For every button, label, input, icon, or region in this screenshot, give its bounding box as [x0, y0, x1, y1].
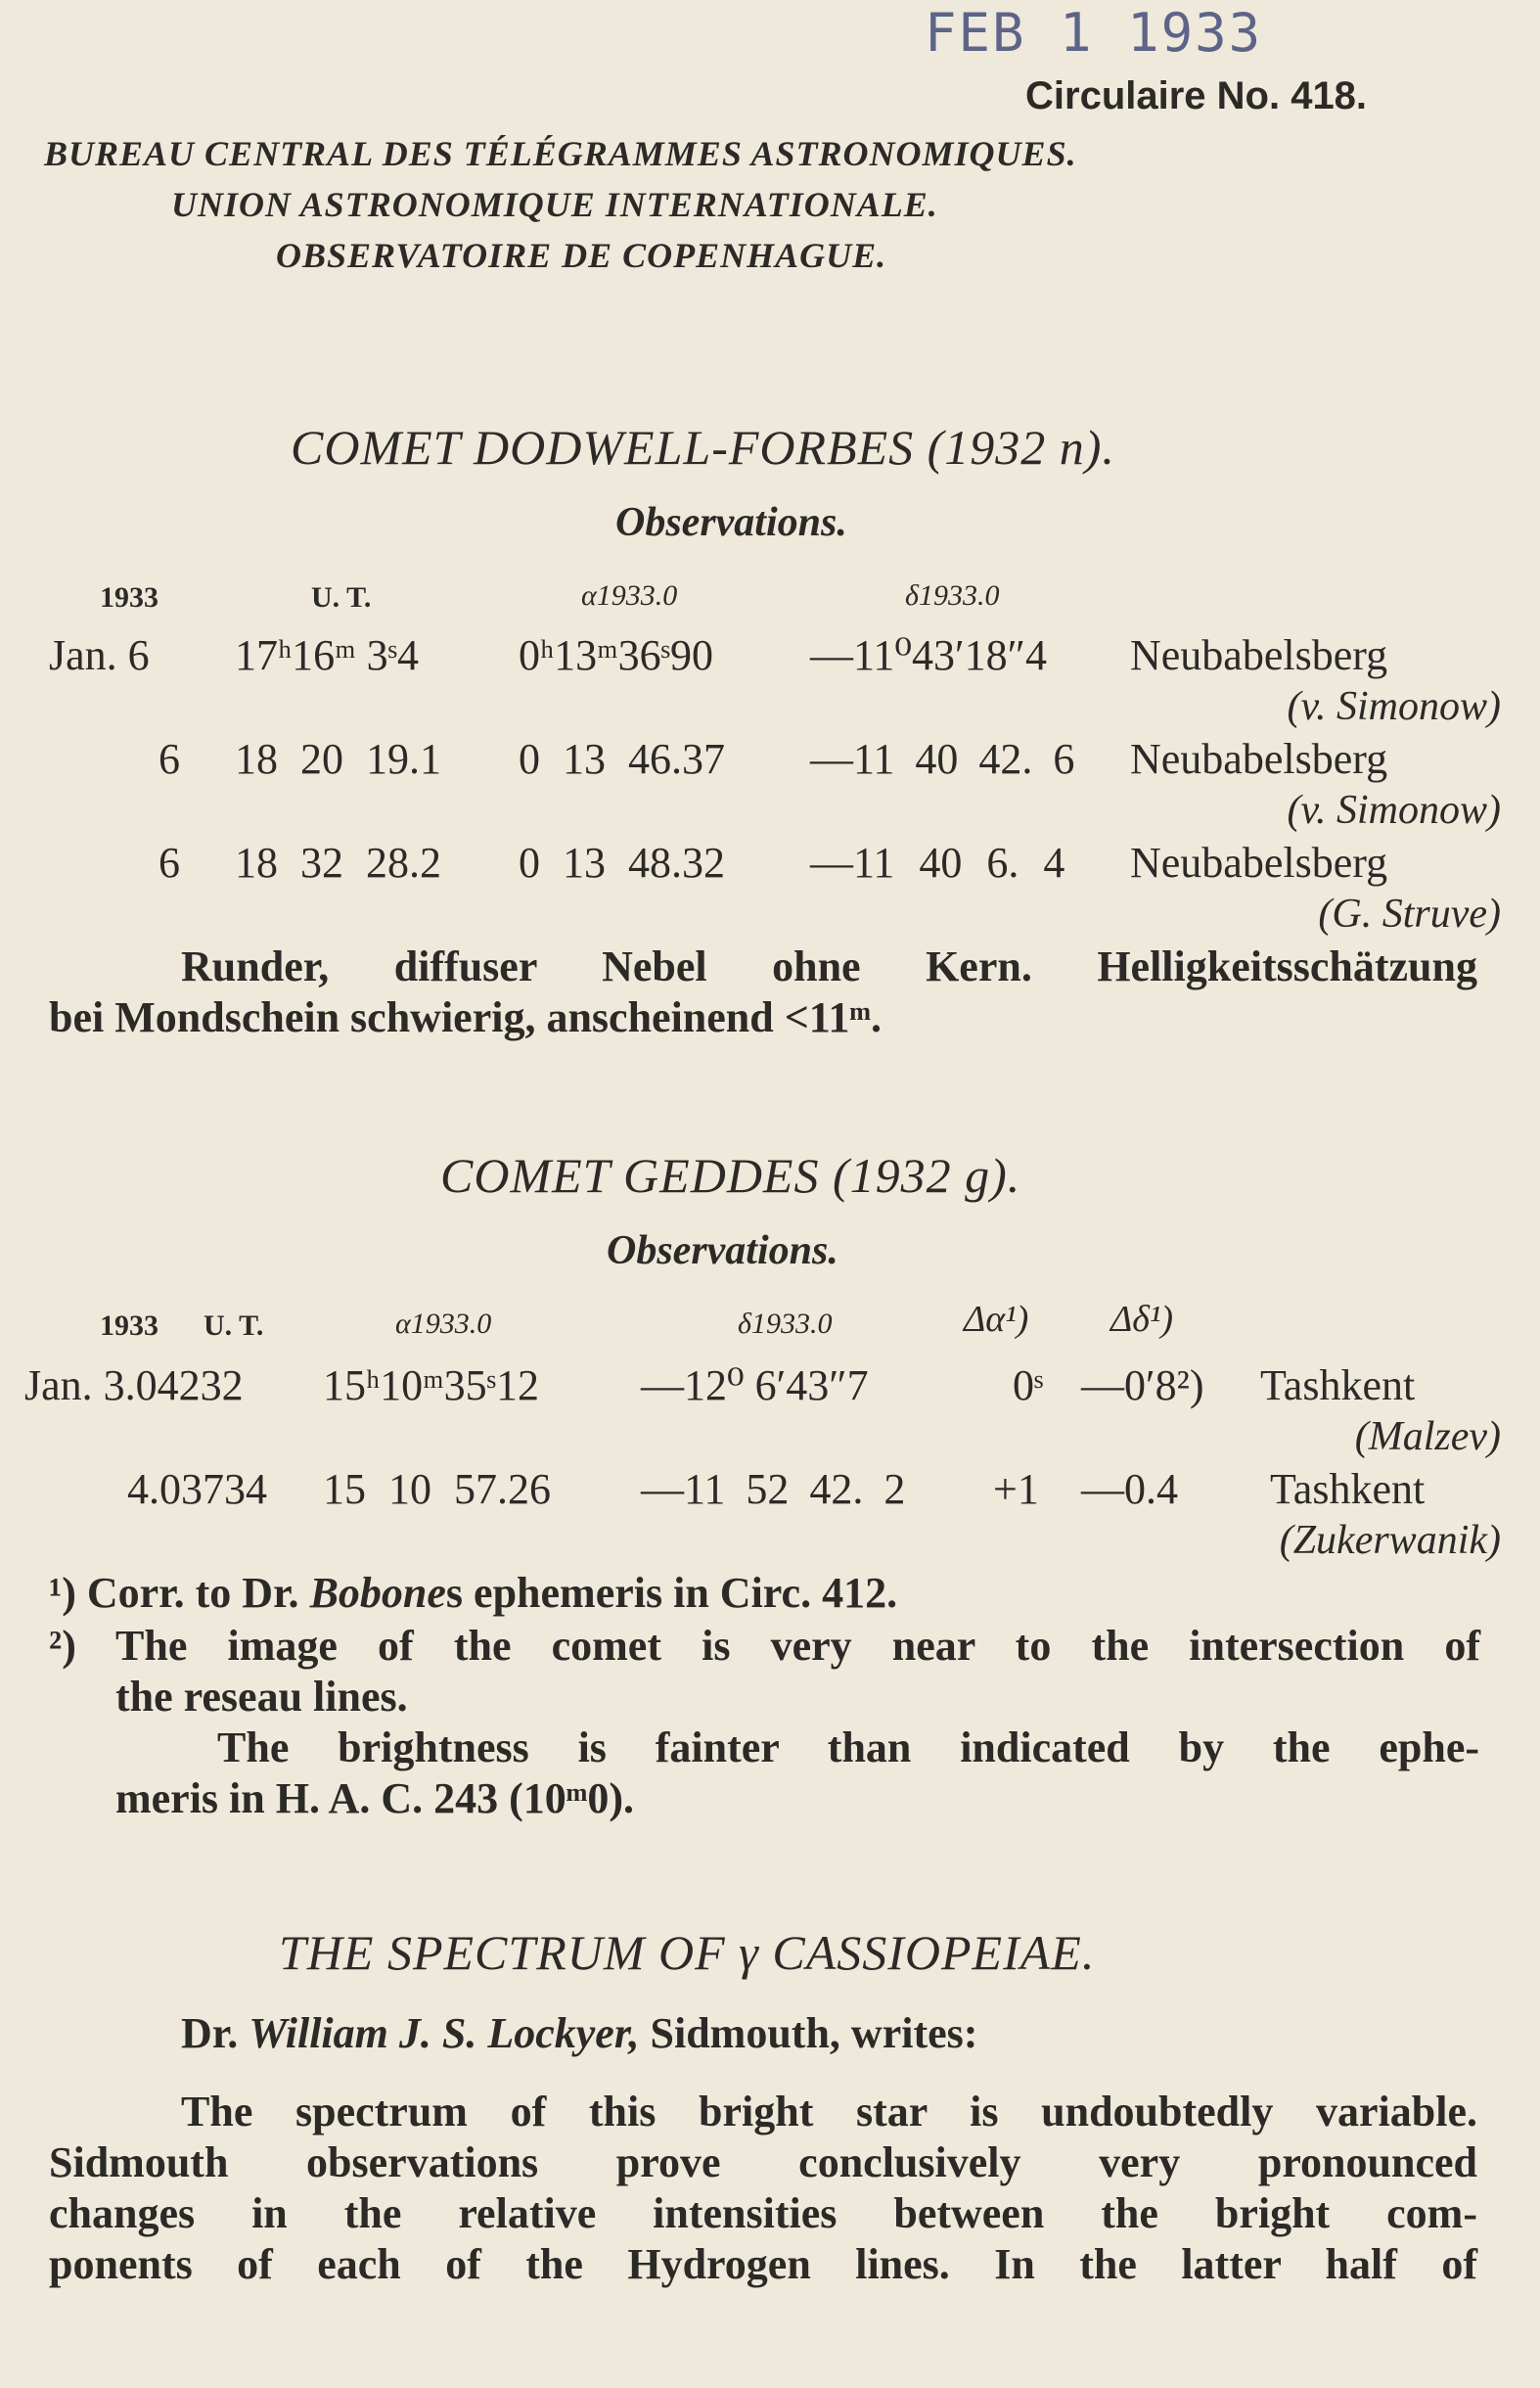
comet2-row1-date: Jan. 3.04232 — [24, 1361, 244, 1409]
footnote-2-mark: ²) — [49, 1622, 76, 1670]
comet1-row2-date: 6 — [159, 735, 180, 783]
section3-para-line4: ponents of each of the Hydrogen lines. In the latter half of — [49, 2240, 1477, 2288]
comet1-row1-dec: —11⁰43′18″4 — [810, 631, 1047, 679]
footnote-3-line1: The brightness is fainter than indicated by the ephe- — [217, 1723, 1479, 1771]
comet1-row3-date: 6 — [159, 839, 180, 887]
date-stamp: FEB 1 1933 — [925, 2, 1263, 64]
comet2-col-alpha: α1933.0 — [395, 1308, 492, 1340]
header-line-3: OBSERVATOIRE DE COPENHAGUE. — [276, 236, 887, 275]
comet1-row1-ut: 17ʰ16ᵐ 3ˢ4 — [235, 631, 419, 679]
byline-name: William J. S. Lockyer, — [249, 2009, 640, 2057]
comet1-row2-ut: 18 20 19.1 — [235, 735, 441, 783]
comet2-row2-dec: —11 52 42. 2 — [641, 1465, 906, 1513]
comet1-title: COMET DODWELL-FORBES (1932 n). — [291, 420, 1115, 475]
comet2-row1-ra: 15ʰ10ᵐ35ˢ12 — [323, 1361, 539, 1409]
comet1-col-alpha: α1933.0 — [581, 579, 678, 612]
byline-suffix: Sidmouth, writes: — [650, 2009, 978, 2057]
comet2-col-ddelta: Δδ¹) — [1110, 1299, 1174, 1340]
section3-title: THE SPECTRUM OF γ CASSIOPEIAE. — [279, 1925, 1096, 1980]
comet1-row2-observer: (v. Simonow) — [1287, 788, 1501, 833]
comet1-subtitle: Observations. — [615, 500, 847, 545]
comet1-row3-ra: 0 13 48.32 — [519, 839, 725, 887]
comet1-row1-observer: (v. Simonow) — [1287, 684, 1501, 729]
comet2-subtitle: Observations. — [607, 1228, 838, 1273]
comet1-row2-place: Neubabelsberg — [1130, 735, 1388, 783]
comet1-row2-ra: 0 13 46.37 — [519, 735, 725, 783]
comet2-row2-date: 4.03734 — [127, 1465, 267, 1513]
section3-byline — [181, 2008, 977, 2058]
section3-para-line2: Sidmouth observations prove conclusively very pronounced — [49, 2138, 1477, 2186]
comet2-row1-ddelta: —0′8²) — [1081, 1361, 1204, 1409]
comet2-col-dalpha: Δα¹) — [964, 1299, 1029, 1340]
comet1-col-ut: U. T. — [311, 581, 372, 614]
comet2-row1-dec: —12⁰ 6′43″7 — [641, 1361, 869, 1409]
comet1-row3-observer: (G. Struve) — [1318, 892, 1501, 937]
comet2-row1-place: Tashkent — [1260, 1361, 1416, 1409]
comet2-col-delta: δ1933.0 — [738, 1308, 833, 1340]
comet1-note-line1: Runder, diffuser Nebel ohne Kern. Helligkeitsschätzung — [181, 942, 1477, 990]
comet1-col-year: 1933 — [100, 581, 159, 614]
comet1-col-delta: δ1933.0 — [905, 579, 1000, 612]
footnote-1 — [49, 1568, 897, 1618]
comet1-note-line2: bei Mondschein schwierig, anscheinend <11ᵐ. — [49, 993, 883, 1041]
comet1-row1-date: Jan. 6 — [49, 631, 150, 679]
footnote-1-mark: ¹) — [49, 1569, 76, 1617]
footnote-1-name: Bobone — [309, 1569, 446, 1617]
comet2-col-ut: U. T. — [204, 1309, 264, 1342]
comet1-row1-ra: 0ʰ13ᵐ36ˢ90 — [519, 631, 713, 679]
footnote-2-line1: The image of the comet is very near to the intersection of — [115, 1622, 1480, 1670]
header-line-1: BUREAU CENTRAL DES TÉLÉGRAMMES ASTRONOMIQUES. — [44, 134, 1077, 173]
comet2-row2-place: Tashkent — [1270, 1465, 1426, 1513]
comet1-row3-ut: 18 32 28.2 — [235, 839, 441, 887]
footnote-1-text-a: Corr. to Dr. — [86, 1569, 299, 1617]
circular-number: Circulaire No. 418. — [1025, 74, 1368, 117]
footnote-3-line2: meris in H. A. C. 243 (10ᵐ0). — [115, 1774, 635, 1822]
comet2-row2-ddelta: —0.4 — [1081, 1465, 1178, 1513]
comet2-row2-ra: 15 10 57.26 — [323, 1465, 551, 1513]
comet1-row3-place: Neubabelsberg — [1130, 839, 1388, 887]
header-line-2: UNION ASTRONOMIQUE INTERNATIONALE. — [171, 185, 938, 224]
comet1-row3-dec: —11 40 6. 4 — [810, 839, 1065, 887]
comet2-row2-observer: (Zukerwanik) — [1279, 1518, 1501, 1563]
footnote-1-text-c: s ephemeris in Circ. 412. — [445, 1569, 898, 1617]
footnote-2-line2: the reseau lines. — [115, 1673, 408, 1721]
comet2-row2-dalpha: +1 — [993, 1465, 1039, 1513]
comet2-row1-observer: (Malzev) — [1354, 1414, 1501, 1459]
section3-para-line1: The spectrum of this bright star is undoubtedly variable. — [181, 2088, 1477, 2135]
comet1-row2-dec: —11 40 42. 6 — [810, 735, 1075, 783]
comet2-row1-dalpha: 0ˢ — [1013, 1361, 1044, 1409]
section3-para-line3: changes in the relative intensities between the bright com- — [49, 2189, 1477, 2237]
comet2-title: COMET GEDDES (1932 g). — [440, 1148, 1021, 1203]
comet2-col-year: 1933 — [100, 1309, 159, 1342]
comet1-row1-place: Neubabelsberg — [1130, 631, 1388, 679]
byline-prefix: Dr. — [181, 2009, 239, 2057]
